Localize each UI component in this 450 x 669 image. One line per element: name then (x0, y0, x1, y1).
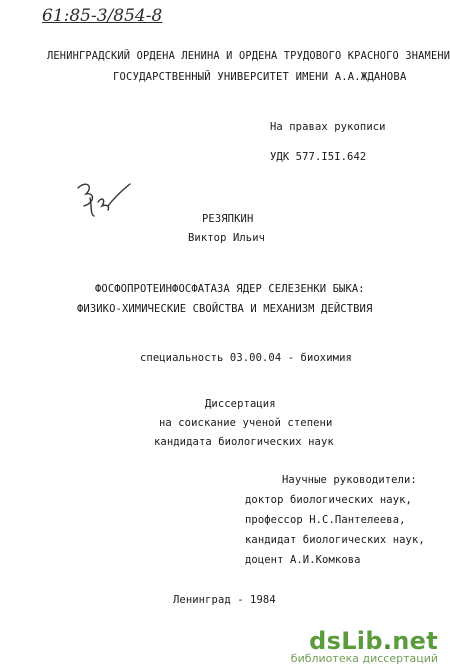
advisor-line-2: профессор Н.С.Пантелеева, (245, 514, 406, 526)
author-surname: РЕЗЯПКИН (202, 213, 254, 225)
header-line-2: ГОСУДАРСТВЕННЫЙ УНИВЕРСИТЕТ ИМЕНИ А.А.ЖДАНОВА (113, 71, 407, 83)
dissertation-line-2: на соискание ученой степени (159, 417, 333, 429)
author-name: Виктор Ильич (188, 232, 266, 244)
advisor-line-4: доцент А.И.Комкова (245, 554, 361, 566)
specialty: специальность 03.00.04 - биохимия (140, 352, 352, 364)
dissertation-line-3: кандидата биологических наук (154, 436, 334, 448)
signature-handwritten (68, 176, 138, 226)
advisor-line-1: доктор биологических наук, (245, 494, 412, 506)
dissertation-line-1: Диссертация (205, 398, 276, 410)
dslib-caption: библиотека диссертаций (290, 652, 438, 665)
archive-code-handwritten: 61:85-3/854-8 (42, 6, 163, 26)
place-year: Ленинград - 1984 (173, 594, 276, 606)
header-line-1: ЛЕНИНГРАДСКИЙ ОРДЕНА ЛЕНИНА И ОРДЕНА ТРУДОВОГО КРАСНОГО ЗНАМЕНИ (47, 50, 450, 62)
advisor-line-3: кандидат биологических наук, (245, 534, 425, 546)
udc-code: УДК 577.I5I.642 (270, 151, 367, 163)
thesis-title-line-2: ФИЗИКО-ХИМИЧЕСКИЕ СВОЙСТВА И МЕХАНИЗМ ДЕЙСТВИЯ (77, 303, 373, 315)
thesis-title-line-1: ФОСФОПРОТЕИНФОСФАТАЗА ЯДЕР СЕЛЕЗЕНКИ БЫКА: (95, 283, 365, 295)
dslib-watermark (291, 628, 438, 665)
advisors-heading: Научные руководители: (282, 474, 417, 486)
rights-notice: На правах рукописи (270, 121, 386, 133)
dslib-logo: dsLib.net (309, 627, 438, 655)
